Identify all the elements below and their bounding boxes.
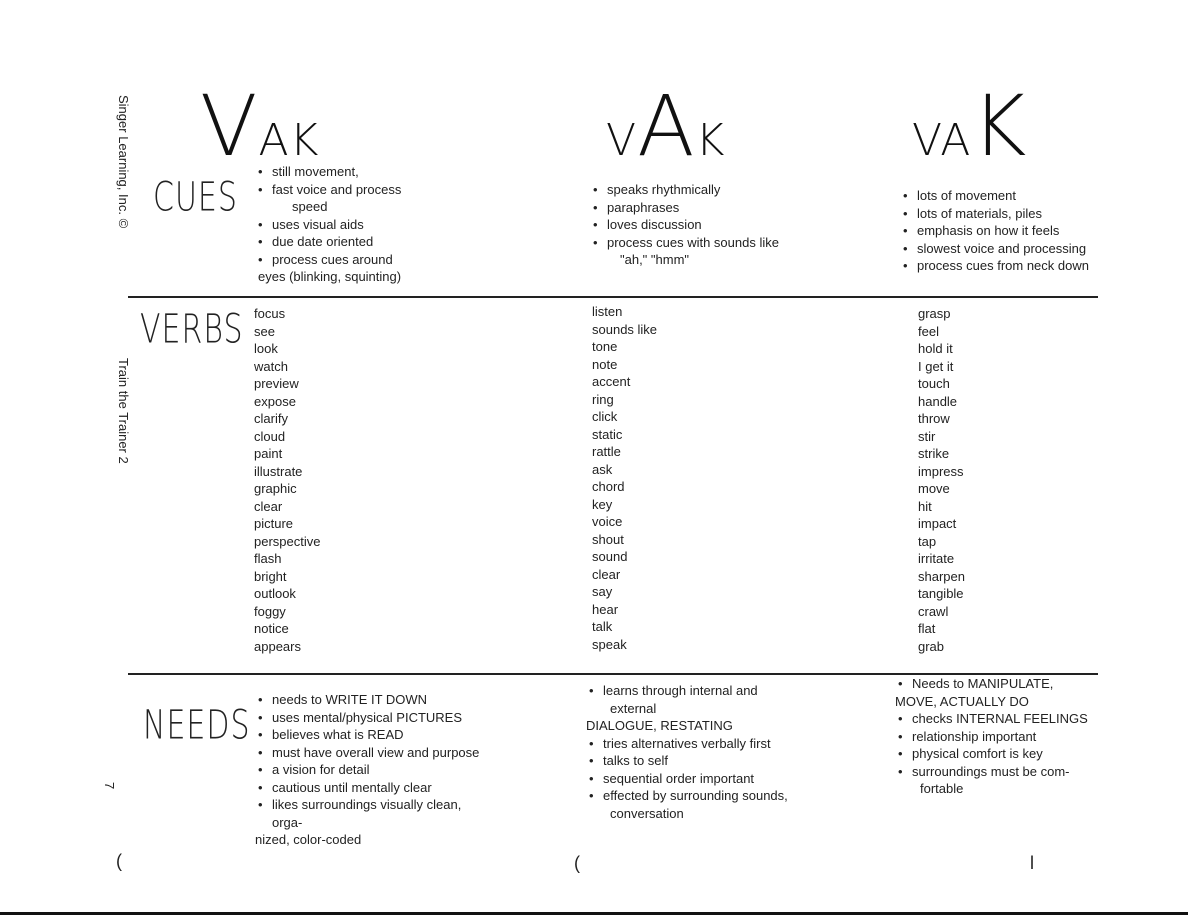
need-item: • must have overall view and purpose [255, 744, 495, 762]
need-item: • effected by surrounding sounds, [586, 787, 826, 805]
cue-item-continued: speed [292, 199, 328, 214]
verb-item: foggy [254, 603, 286, 619]
verb-item: tap [918, 533, 937, 549]
need-item-continued: fortable [920, 781, 964, 796]
verb-item: key [592, 496, 613, 512]
need-item: • a vision for detail [255, 761, 495, 779]
need-item: • Needs to MANIPULATE, [895, 675, 1105, 693]
heading-kinesthetic-emphasis: K [971, 77, 1028, 175]
need-item-continued: DIALOGUE, RESTATING [586, 718, 733, 733]
verb-item: tone [592, 339, 618, 354]
need-item: • learns through internal and [586, 682, 826, 700]
verb-item: feel [918, 323, 939, 339]
verb-item: stir [918, 428, 936, 444]
verb-item: focus [254, 306, 286, 321]
cues-kinesthetic [900, 187, 1100, 275]
cue-item: • still movement, [255, 163, 475, 181]
verb-item: hear [592, 601, 619, 617]
need-item-continued: external [610, 700, 657, 716]
page-mark: l [1030, 853, 1034, 873]
verb-item: sounds like [592, 321, 658, 337]
verb-item: say [592, 584, 613, 599]
heading-auditory [606, 77, 726, 175]
need-item: • needs to WRITE IT DOWN [255, 691, 495, 709]
heading-auditory-pre: V [606, 115, 638, 166]
cue-item: • emphasis on how it feels [900, 222, 1100, 240]
verbs-visual [254, 305, 320, 655]
verb-item: watch [254, 358, 288, 374]
needs-kinesthetic [895, 675, 1105, 798]
needs-auditory [586, 682, 826, 822]
page-mark: ( [116, 851, 122, 871]
verb-item: move [918, 481, 950, 496]
verb-item: listen [592, 304, 623, 319]
cue-item-continued: "ah," "hmm" [620, 252, 690, 267]
heading-visual-rest: AK [258, 115, 320, 166]
verb-item: accent [592, 374, 631, 389]
verb-item: bright [254, 568, 287, 584]
need-item: • believes what is READ [255, 726, 495, 744]
verb-item: preview [254, 376, 299, 391]
verb-item: hold it [918, 341, 953, 356]
page-bottom-edge [0, 912, 1188, 915]
need-item: • tries alternatives verbally first [586, 735, 826, 753]
verb-item: picture [254, 516, 294, 531]
verb-item: rattle [592, 444, 621, 459]
heading-visual-emphasis: V [200, 77, 259, 175]
verb-item: hit [918, 498, 932, 514]
cue-item: • lots of materials, piles [900, 205, 1100, 223]
cue-item: • paraphrases [590, 199, 830, 217]
verb-item: impact [918, 516, 957, 531]
verb-item: crawl [918, 603, 949, 619]
need-item-continued: conversation [610, 805, 684, 821]
verb-item: graphic [254, 481, 297, 496]
verb-item: strike [918, 446, 950, 461]
cue-item: • due date oriented [255, 233, 475, 251]
verb-item: shout [592, 531, 624, 547]
verb-item: expose [254, 393, 296, 409]
page-mark: ( [574, 853, 580, 873]
verb-item: outlook [254, 586, 296, 601]
verbs-kinesthetic [918, 305, 965, 655]
cue-item: • uses visual aids [255, 216, 475, 234]
cue-item: • loves discussion [590, 216, 830, 234]
verb-item: cloud [254, 428, 286, 444]
verb-item: clarify [254, 411, 288, 426]
cues-visual [255, 163, 475, 286]
verb-item: see [254, 323, 275, 339]
verb-item: illustrate [254, 463, 303, 479]
verb-item: ring [592, 391, 614, 407]
cue-item: • process cues with sounds like [590, 234, 830, 252]
verb-item: I get it [918, 358, 954, 374]
row-label-cues: CUES [153, 174, 238, 222]
verb-item: throw [918, 411, 950, 426]
heading-auditory-post: K [695, 115, 726, 166]
needs-visual [255, 691, 495, 849]
cue-item: • process cues from neck down [900, 257, 1100, 275]
heading-kinesthetic-pre: VA [912, 115, 972, 166]
verb-item: note [592, 356, 618, 372]
course-title: Train the Trainer 2 [116, 358, 131, 464]
cue-item: • fast voice and process [255, 181, 475, 199]
need-item: • checks INTERNAL FEELINGS [895, 710, 1105, 728]
verb-item: touch [918, 376, 950, 391]
publisher-credit: Singer Learning, Inc. © [116, 95, 131, 229]
need-item-continued: nized, color-coded [255, 832, 362, 847]
need-item: • sequential order important [586, 770, 826, 788]
verb-item: perspective [254, 533, 321, 549]
verb-item: speak [592, 636, 627, 652]
verb-item: grasp [918, 306, 951, 321]
page-number: 7 [102, 782, 117, 790]
verb-item: voice [592, 514, 623, 529]
verb-item: click [592, 409, 618, 424]
row-label-verbs: VERBS [140, 306, 244, 354]
verb-item: appears [254, 638, 301, 654]
verb-item: clear [254, 498, 283, 514]
verbs-auditory [592, 303, 657, 653]
cue-item: • lots of movement [900, 187, 1100, 205]
cues-auditory [590, 181, 830, 269]
need-item: • talks to self [586, 752, 826, 770]
heading-kinesthetic [912, 77, 1028, 175]
verb-item: tangible [918, 586, 964, 601]
need-item: • uses mental/physical PICTURES [255, 709, 495, 727]
need-item: • relationship important [895, 728, 1105, 746]
verb-item: sound [592, 549, 628, 564]
verb-item: impress [918, 463, 964, 479]
need-item: • surroundings must be com- [895, 763, 1105, 781]
heading-auditory-emphasis: A [637, 77, 696, 175]
need-item: • physical comfort is key [895, 745, 1105, 763]
verb-item: clear [592, 566, 621, 582]
verb-item: irritate [918, 551, 955, 566]
verb-item: grab [918, 638, 945, 654]
need-item: • likes surroundings visually clean, orga- [255, 796, 495, 831]
verb-item: look [254, 341, 278, 356]
need-item: • cautious until mentally clear [255, 779, 495, 797]
need-item-continued: MOVE, ACTUALLY DO [895, 693, 1029, 709]
row-label-needs: NEEDS [143, 702, 251, 750]
cue-item: • speaks rhythmically [590, 181, 830, 199]
heading-visual [200, 77, 320, 175]
verb-item: notice [254, 621, 289, 636]
verb-item: flash [254, 551, 282, 566]
cue-item: • slowest voice and processing [900, 240, 1100, 258]
cue-item: • process cues around [255, 251, 475, 269]
section-divider [128, 296, 1098, 298]
verb-item: static [592, 426, 623, 442]
verb-item: chord [592, 479, 625, 494]
verb-item: talk [592, 619, 613, 634]
cue-item-continued: eyes (blinking, squinting) [258, 269, 402, 284]
verb-item: paint [254, 446, 283, 461]
verb-item: handle [918, 393, 958, 409]
verb-item: ask [592, 461, 613, 477]
verb-item: sharpen [918, 568, 965, 584]
verb-item: flat [918, 621, 936, 636]
